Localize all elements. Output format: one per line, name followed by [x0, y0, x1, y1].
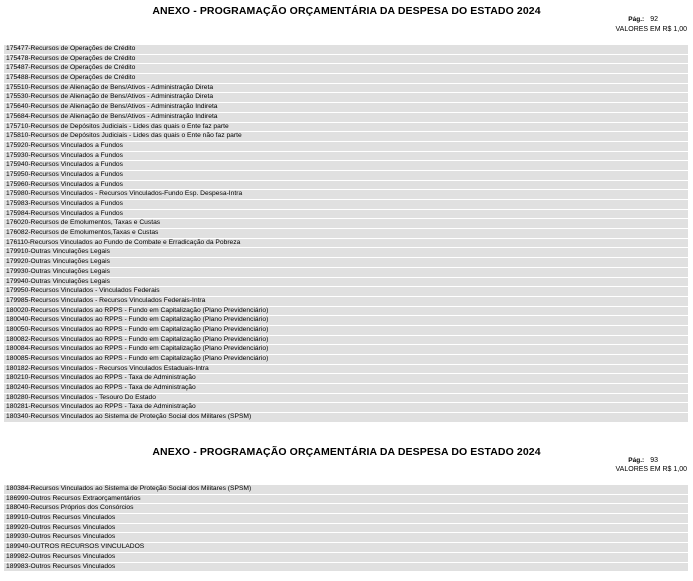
resource-row: 175640-Recursos de Alienação de Bens/Ativos - Administração Indireta	[4, 103, 688, 112]
resource-row: 180020-Recursos Vinculados ao RPPS - Fundo em Capitalização (Plano Previdenciário)	[4, 307, 688, 316]
resource-row: 180082-Recursos Vinculados ao RPPS - Fundo em Capitalização (Plano Previdenciário)	[4, 336, 688, 345]
resource-row: 175510-Recursos de Alienação de Bens/Ativos - Administração Direta	[4, 84, 688, 93]
resource-row: 175478-Recursos de Operações de Crédito	[4, 55, 688, 64]
resource-row: 180340-Recursos Vinculados ao Sistema de Proteção Social dos Militares (SPSM)	[4, 413, 688, 422]
resource-row: 175487-Recursos de Operações de Crédito	[4, 64, 688, 73]
resource-row: 175950-Recursos Vinculados a Fundos	[4, 171, 688, 180]
values-unit-label: VALORES EM R$ 1,00	[615, 26, 687, 33]
resource-row: 175488-Recursos de Operações de Crédito	[4, 74, 688, 83]
resource-list	[4, 485, 688, 572]
page-title: ANEXO - PROGRAMAÇÃO ORÇAMENTÁRIA DA DESPESA DO ESTADO 2024	[152, 446, 541, 458]
page-number-label: Pág.:	[628, 457, 645, 464]
resource-row: 175983-Recursos Vinculados a Fundos	[4, 200, 688, 209]
resource-row: 179920-Outras Vinculações Legais	[4, 258, 688, 267]
resource-row: 189983-Outros Recursos Vinculados	[4, 563, 688, 572]
resource-row: 175940-Recursos Vinculados a Fundos	[4, 161, 688, 170]
resource-row: 179910-Outras Vinculações Legais	[4, 248, 688, 257]
page-number-value: 93	[650, 457, 658, 464]
page-number-label: Pág.:	[628, 16, 645, 23]
resource-row: 186990-Outros Recursos Extraorçamentários	[4, 495, 688, 504]
resource-row: 189940-OUTROS RECURSOS VINCULADOS	[4, 543, 688, 552]
resource-row: 175684-Recursos de Alienação de Bens/Ativos - Administração Indireta	[4, 113, 688, 122]
page-number	[628, 16, 658, 23]
resource-row: 189930-Outros Recursos Vinculados	[4, 533, 688, 542]
resource-row: 179930-Outras Vinculações Legais	[4, 268, 688, 277]
resource-row: 180384-Recursos Vinculados ao Sistema de Proteção Social dos Militares (SPSM)	[4, 485, 688, 494]
resource-row: 175710-Recursos de Depósitos Judiciais - Lides das quais o Ente faz parte	[4, 123, 688, 132]
resource-row: 180210-Recursos Vinculados ao RPPS - Taxa de Administração	[4, 374, 688, 383]
resource-row: 188040-Recursos Próprios dos Consórcios	[4, 504, 688, 513]
resource-row: 175984-Recursos Vinculados a Fundos	[4, 210, 688, 219]
resource-row: 189920-Outros Recursos Vinculados	[4, 524, 688, 533]
resource-list	[4, 45, 688, 423]
resource-row: 189982-Outros Recursos Vinculados	[4, 553, 688, 562]
resource-row: 180040-Recursos Vinculados ao RPPS - Fundo em Capitalização (Plano Previdenciário)	[4, 316, 688, 325]
resource-row: 175930-Recursos Vinculados a Fundos	[4, 152, 688, 161]
values-unit-label: VALORES EM R$ 1,00	[615, 466, 687, 473]
page-number	[628, 457, 658, 464]
page-number-value: 92	[650, 16, 658, 23]
resource-row: 180050-Recursos Vinculados ao RPPS - Fundo em Capitalização (Plano Previdenciário)	[4, 326, 688, 335]
resource-row: 180182-Recursos Vinculados - Recursos Vinculados Estaduais-Intra	[4, 365, 688, 374]
resource-row: 175810-Recursos de Depósitos Judiciais - Lides das quais o Ente não faz parte	[4, 132, 688, 141]
resource-row: 175960-Recursos Vinculados a Fundos	[4, 181, 688, 190]
resource-row: 179985-Recursos Vinculados - Recursos Vinculados Federais-Intra	[4, 297, 688, 306]
resource-row: 176110-Recursos Vinculados ao Fundo de Combate e Erradicação da Pobreza	[4, 239, 688, 248]
resource-row: 180280-Recursos Vinculados - Tesouro Do Estado	[4, 394, 688, 403]
resource-row: 189910-Outros Recursos Vinculados	[4, 514, 688, 523]
resource-row: 176020-Recursos de Emolumentos, Taxas e Custas	[4, 219, 688, 228]
resource-row: 175920-Recursos Vinculados a Fundos	[4, 142, 688, 151]
resource-row: 180240-Recursos Vinculados ao RPPS - Taxa de Administração	[4, 384, 688, 393]
resource-row: 175980-Recursos Vinculados - Recursos Vinculados-Fundo Esp. Despesa-Intra	[4, 190, 688, 199]
resource-row: 179950-Recursos Vinculados - Vinculados Federais	[4, 287, 688, 296]
page-title: ANEXO - PROGRAMAÇÃO ORÇAMENTÁRIA DA DESPESA DO ESTADO 2024	[152, 5, 541, 17]
resource-row: 180281-Recursos Vinculados ao RPPS - Taxa de Administração	[4, 403, 688, 412]
resource-row: 175477-Recursos de Operações de Crédito	[4, 45, 688, 54]
resource-row: 175530-Recursos de Alienação de Bens/Ativos - Administração Direta	[4, 93, 688, 102]
resource-row: 180085-Recursos Vinculados ao RPPS - Fundo em Capitalização (Plano Previdenciário)	[4, 355, 688, 364]
resource-row: 180084-Recursos Vinculados ao RPPS - Fundo em Capitalização (Plano Previdenciário)	[4, 345, 688, 354]
resource-row: 176082-Recursos de Emolumentos,Taxas e Custas	[4, 229, 688, 238]
resource-row: 179940-Outras Vinculações Legais	[4, 278, 688, 287]
